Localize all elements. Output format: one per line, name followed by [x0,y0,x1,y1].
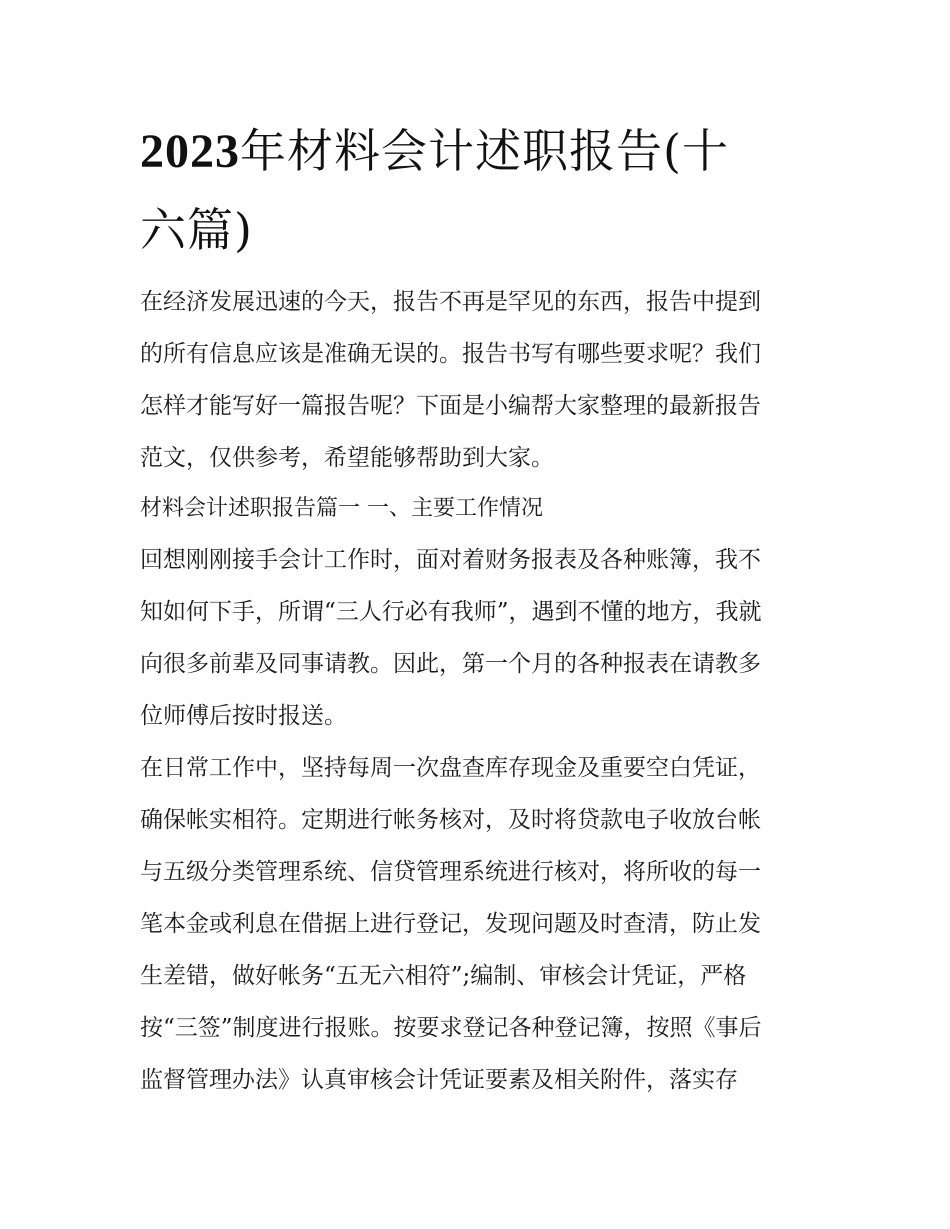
paragraph-2-line-5: 生差错，做好帐务“五无六相符”;编制、审核会计凭证，严格 [140,963,747,989]
paragraph-2-line-3: 与五级分类管理系统、信贷管理系统进行核对，将所收的每一 [140,859,761,885]
paragraph-1-line-2: 知如何下手，所谓“三人行必有我师”，遇到不懂的地方，我就 [140,599,762,625]
intro-line-1: 在经济发展迅速的今天，报告不再是罕见的东西，报告中提到 [140,289,761,315]
paragraph-1-line-1: 回想刚刚接手会计工作时，面对着财务报表及各种账簿，我不 [140,547,761,573]
intro-line-2: 的所有信息应该是准确无误的。报告书写有哪些要求呢？我们 [140,341,761,367]
intro-line-4: 范文，仅供参考，希望能够帮助到大家。 [140,445,554,471]
section-heading: 材料会计述职报告篇一 一、主要工作情况 [140,496,543,521]
title-line1-text: 年材料会计述职报告(十 [240,124,729,178]
document-title [140,112,780,269]
paragraph-1-line-4: 位师傅后按时报送。 [140,703,347,729]
paragraph-1-line-3: 向很多前辈及同事请教。因此，第一个月的各种报表在请教多 [140,651,761,677]
paragraph-2-line-7: 监督管理办法》认真审核会计凭证要素及相关附件，落实存 [140,1067,738,1093]
document-body [140,276,810,1106]
title-year: 2023 [140,125,240,178]
paragraph-2-line-2: 确保帐实相符。定期进行帐务核对，及时将贷款电子收放台帐 [140,807,761,833]
paragraph-2-line-1: 在日常工作中，坚持每周一次盘查库存现金及重要空白凭证， [140,755,761,781]
paragraph-2-line-6: 按“三签”制度进行报账。按要求登记各种登记簿，按照《事后 [140,1015,762,1041]
title-line2-text: 六篇) [140,203,253,257]
intro-line-3: 怎样才能写好一篇报告呢？下面是小编帮大家整理的最新报告 [140,393,761,419]
paragraph-2-line-4: 笔本金或利息在借据上进行登记，发现问题及时查清，防止发 [140,911,761,937]
